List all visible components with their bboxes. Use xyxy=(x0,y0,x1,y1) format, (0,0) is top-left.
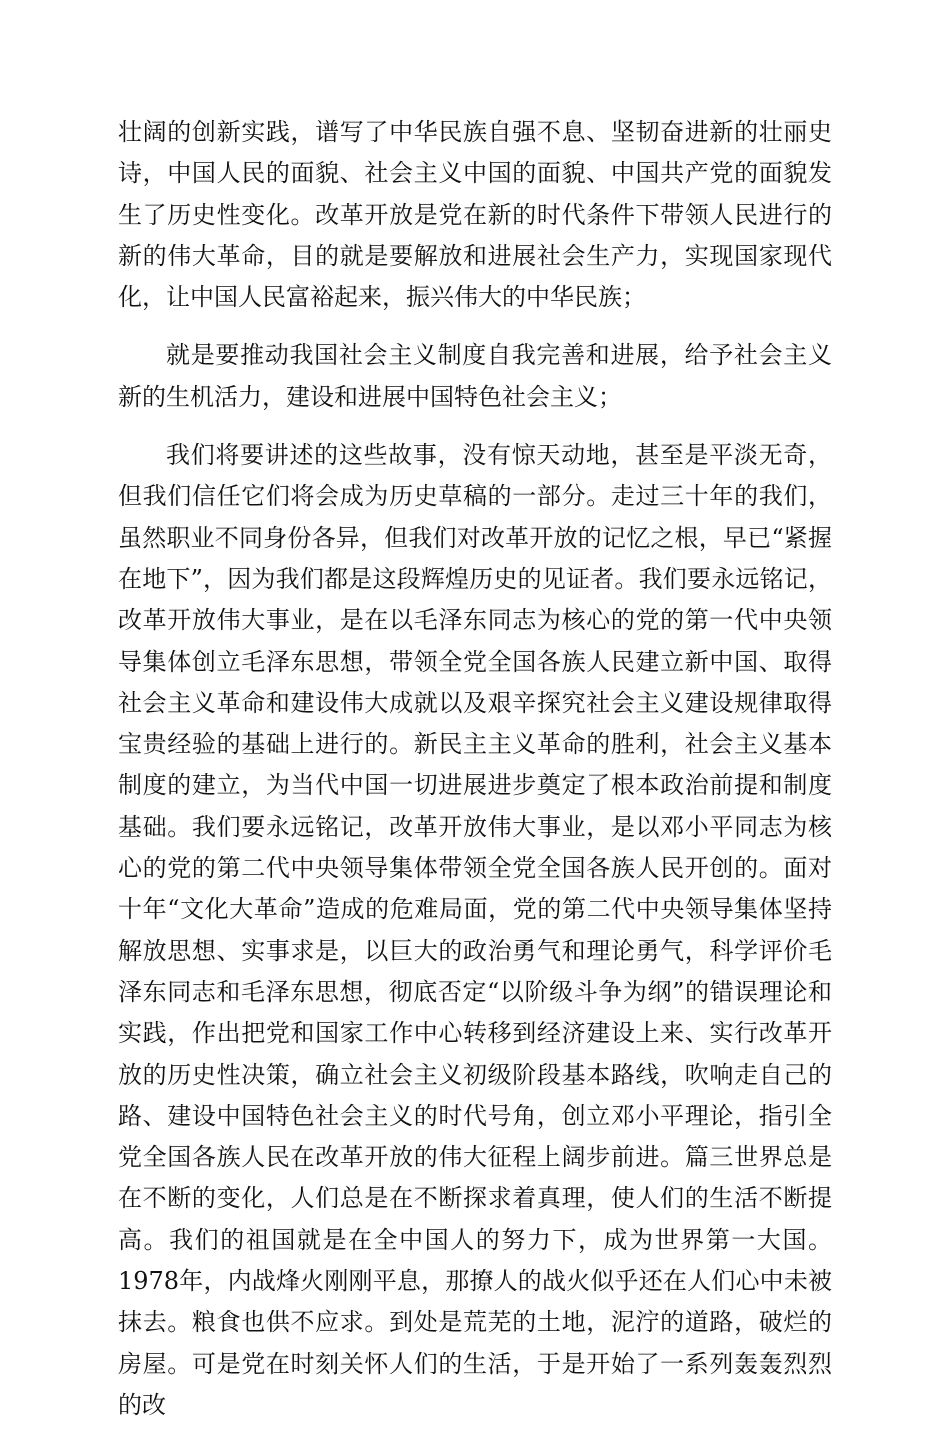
paragraph-2: 就是要推动我国社会主义制度自我完善和进展，给予社会主义新的生机活力，建设和进展中国特色社会主义； xyxy=(118,341,832,411)
document-body xyxy=(118,112,832,1443)
paragraph-3: 我们将要讲述的这些故事，没有惊天动地，甚至是平淡无奇，但我们信任它们将会成为历史草稿的一部分。走过三十年的我们，虽然职业不同身份各异，但我们对改革开放的记忆之根，早已“紧握在地下”，因为我们都是这段辉煌历史的见证者。我们要永远铭记，改革开放伟大事业，是在以毛泽东同志为核心的党的第一代中央领导集体创立毛泽东思想，带领全党全国各族人民建立新中国、取得社会主义革命和建设伟大成就以及艰辛探究社会主义建设规律取得宝贵经验的基础上进行的。新民主主义革命的胜利，社会主义基本制度的建立，为当代中国一切进展进步奠定了根本政治前提和制度基础。我们要永远铭记，改革开放伟大事业，是以邓小平同志为核心的党的第二代中央领导集体带领全党全国各族人民开创的。面对十年“文化大革命”造成的危难局面，党的第二代中央领导集体坚持解放思想、实事求是，以巨大的政治勇气和理论勇气，科学评价毛泽东同志和毛泽东思想，彻底否定“以阶级斗争为纲”的错误理论和实践，作出把党和国家工作中心转移到经济建设上来、实行改革开放的历史性决策，确立社会主义初级阶段基本路线，吹响走自己的路、建设中国特色社会主义的时代号角，创立邓小平理论，指引全党全国各族人民在改革开放的伟大征程上阔步前进。篇三世界总是在不断的变化，人们总是在不断探求着真理，使人们的生活不断提高。我们的祖国就是在全中国人的努力下，成为世界第一大国。1978年，内战烽火刚刚平息，那撩人的战火似乎还在人们心中未被抹去。粮食也供不应求。到处是荒芜的土地，泥泞的道路，破烂的房屋。可是党在时刻关怀人们的生活，于是开始了一系列轰轰烈烈的改 xyxy=(118,441,832,1419)
paragraph-1: 壮阔的创新实践，谱写了中华民族自强不息、坚韧奋进新的壮丽史诗，中国人民的面貌、社会主义中国的面貌、中国共产党的面貌发生了历史性变化。改革开放是党在新的时代条件下带领人民进行的新的伟大革命，目的就是要解放和进展社会生产力，实现国家现代化，让中国人民富裕起来，振兴伟大的中华民族； xyxy=(118,118,832,312)
